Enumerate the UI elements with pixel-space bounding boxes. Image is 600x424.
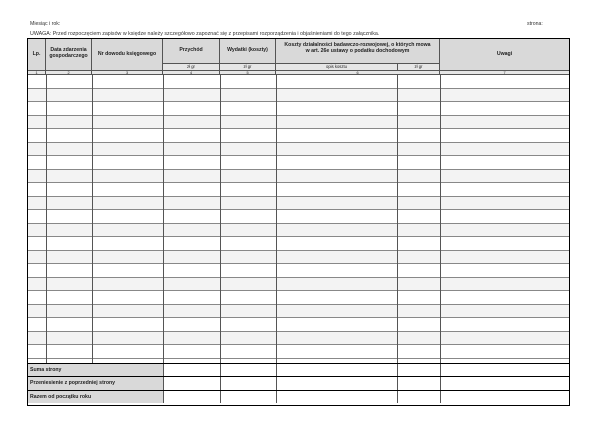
- column-divider: [276, 75, 277, 363]
- summary-expenses-cell[interactable]: [220, 391, 276, 403]
- table-row[interactable]: [28, 197, 569, 211]
- summary-notes-cell[interactable]: [440, 391, 569, 403]
- column-number: 6: [276, 71, 440, 74]
- summary-rd-amount-cell[interactable]: [397, 364, 440, 376]
- table-row[interactable]: [28, 156, 569, 170]
- header-date: Data zdarzenia gospodarczego: [46, 39, 92, 70]
- summary-row-ytd: Razem od początku roku: [28, 390, 569, 403]
- expenses-unit: zł gr: [220, 63, 275, 70]
- header-expenses: Wydatki (koszty) zł gr: [220, 39, 276, 70]
- column-divider: [397, 75, 398, 363]
- table-row[interactable]: [28, 305, 569, 319]
- summary-row-page: Suma strony: [28, 363, 569, 376]
- table-row[interactable]: [28, 251, 569, 265]
- column-number: 2: [46, 71, 92, 74]
- table-row[interactable]: [28, 183, 569, 197]
- rd-units: [276, 63, 439, 70]
- rd-description-unit: opis kosztu: [276, 64, 398, 70]
- summary-income-cell[interactable]: [163, 377, 220, 389]
- income-unit: zł gr: [163, 63, 219, 70]
- table-row[interactable]: [28, 170, 569, 184]
- column-divider: [440, 75, 441, 363]
- table-row[interactable]: [28, 345, 569, 359]
- summary-notes-cell[interactable]: [440, 364, 569, 376]
- table-row[interactable]: [28, 264, 569, 278]
- summary-rd-desc-cell[interactable]: [276, 391, 397, 403]
- column-number: 1: [28, 71, 46, 74]
- table-row[interactable]: [28, 237, 569, 251]
- summary-income-cell[interactable]: [163, 391, 220, 403]
- summary-notes-cell[interactable]: [440, 377, 569, 389]
- header-notes: Uwagi: [440, 39, 569, 70]
- summary-income-cell[interactable]: [163, 364, 220, 376]
- table-row[interactable]: [28, 75, 569, 89]
- summary-row-carried: Przeniesienie z poprzedniej strony: [28, 376, 569, 389]
- instruction-note: UWAGA: Przed rozpoczęciem zapisów w księdze należy szczegółowo zapoznać się z przepisami rozporządzenia i objaśnieniami do tego załącznika.: [30, 31, 380, 37]
- column-number: 7: [503, 71, 506, 75]
- header-lp: Lp.: [28, 39, 46, 70]
- month-year-label: Miesiąc i rok:: [30, 21, 61, 27]
- header-document-number: Nr dowodu księgowego: [92, 39, 163, 70]
- summary-rd-amount-cell[interactable]: [397, 391, 440, 403]
- column-divider: [46, 75, 47, 363]
- column-divider: [163, 75, 164, 363]
- table-row[interactable]: [28, 278, 569, 292]
- summary-expenses-cell[interactable]: [220, 364, 276, 376]
- table-row[interactable]: [28, 129, 569, 143]
- summary-rd-desc-cell[interactable]: [276, 364, 397, 376]
- summary-expenses-cell[interactable]: [220, 377, 276, 389]
- rd-amount-unit: zł gr: [414, 64, 423, 69]
- table-row[interactable]: [28, 102, 569, 116]
- header-rd-costs: Koszty działalności badawczo-rozwojowej, o których mowa w art. 26e ustawy o podatku dochodowym opis kosztu zł gr: [276, 39, 440, 70]
- table-row[interactable]: [28, 224, 569, 238]
- table-row[interactable]: [28, 318, 569, 332]
- header-income: Przychód zł gr: [163, 39, 220, 70]
- column-divider: [92, 75, 93, 363]
- column-number: 4: [163, 71, 220, 74]
- column-number: 3: [92, 71, 163, 74]
- table-row[interactable]: [28, 291, 569, 305]
- column-number: 5: [220, 71, 276, 74]
- summary-rd-amount-cell[interactable]: [397, 377, 440, 389]
- table-row[interactable]: [28, 116, 569, 130]
- column-divider: [220, 75, 221, 363]
- ledger-table: [27, 38, 570, 406]
- summary-rd-desc-cell[interactable]: [276, 377, 397, 389]
- table-row[interactable]: [28, 143, 569, 157]
- page-number-label: strona:: [527, 21, 543, 27]
- table-row[interactable]: [28, 210, 569, 224]
- table-row[interactable]: [28, 332, 569, 346]
- table-row[interactable]: [28, 89, 569, 103]
